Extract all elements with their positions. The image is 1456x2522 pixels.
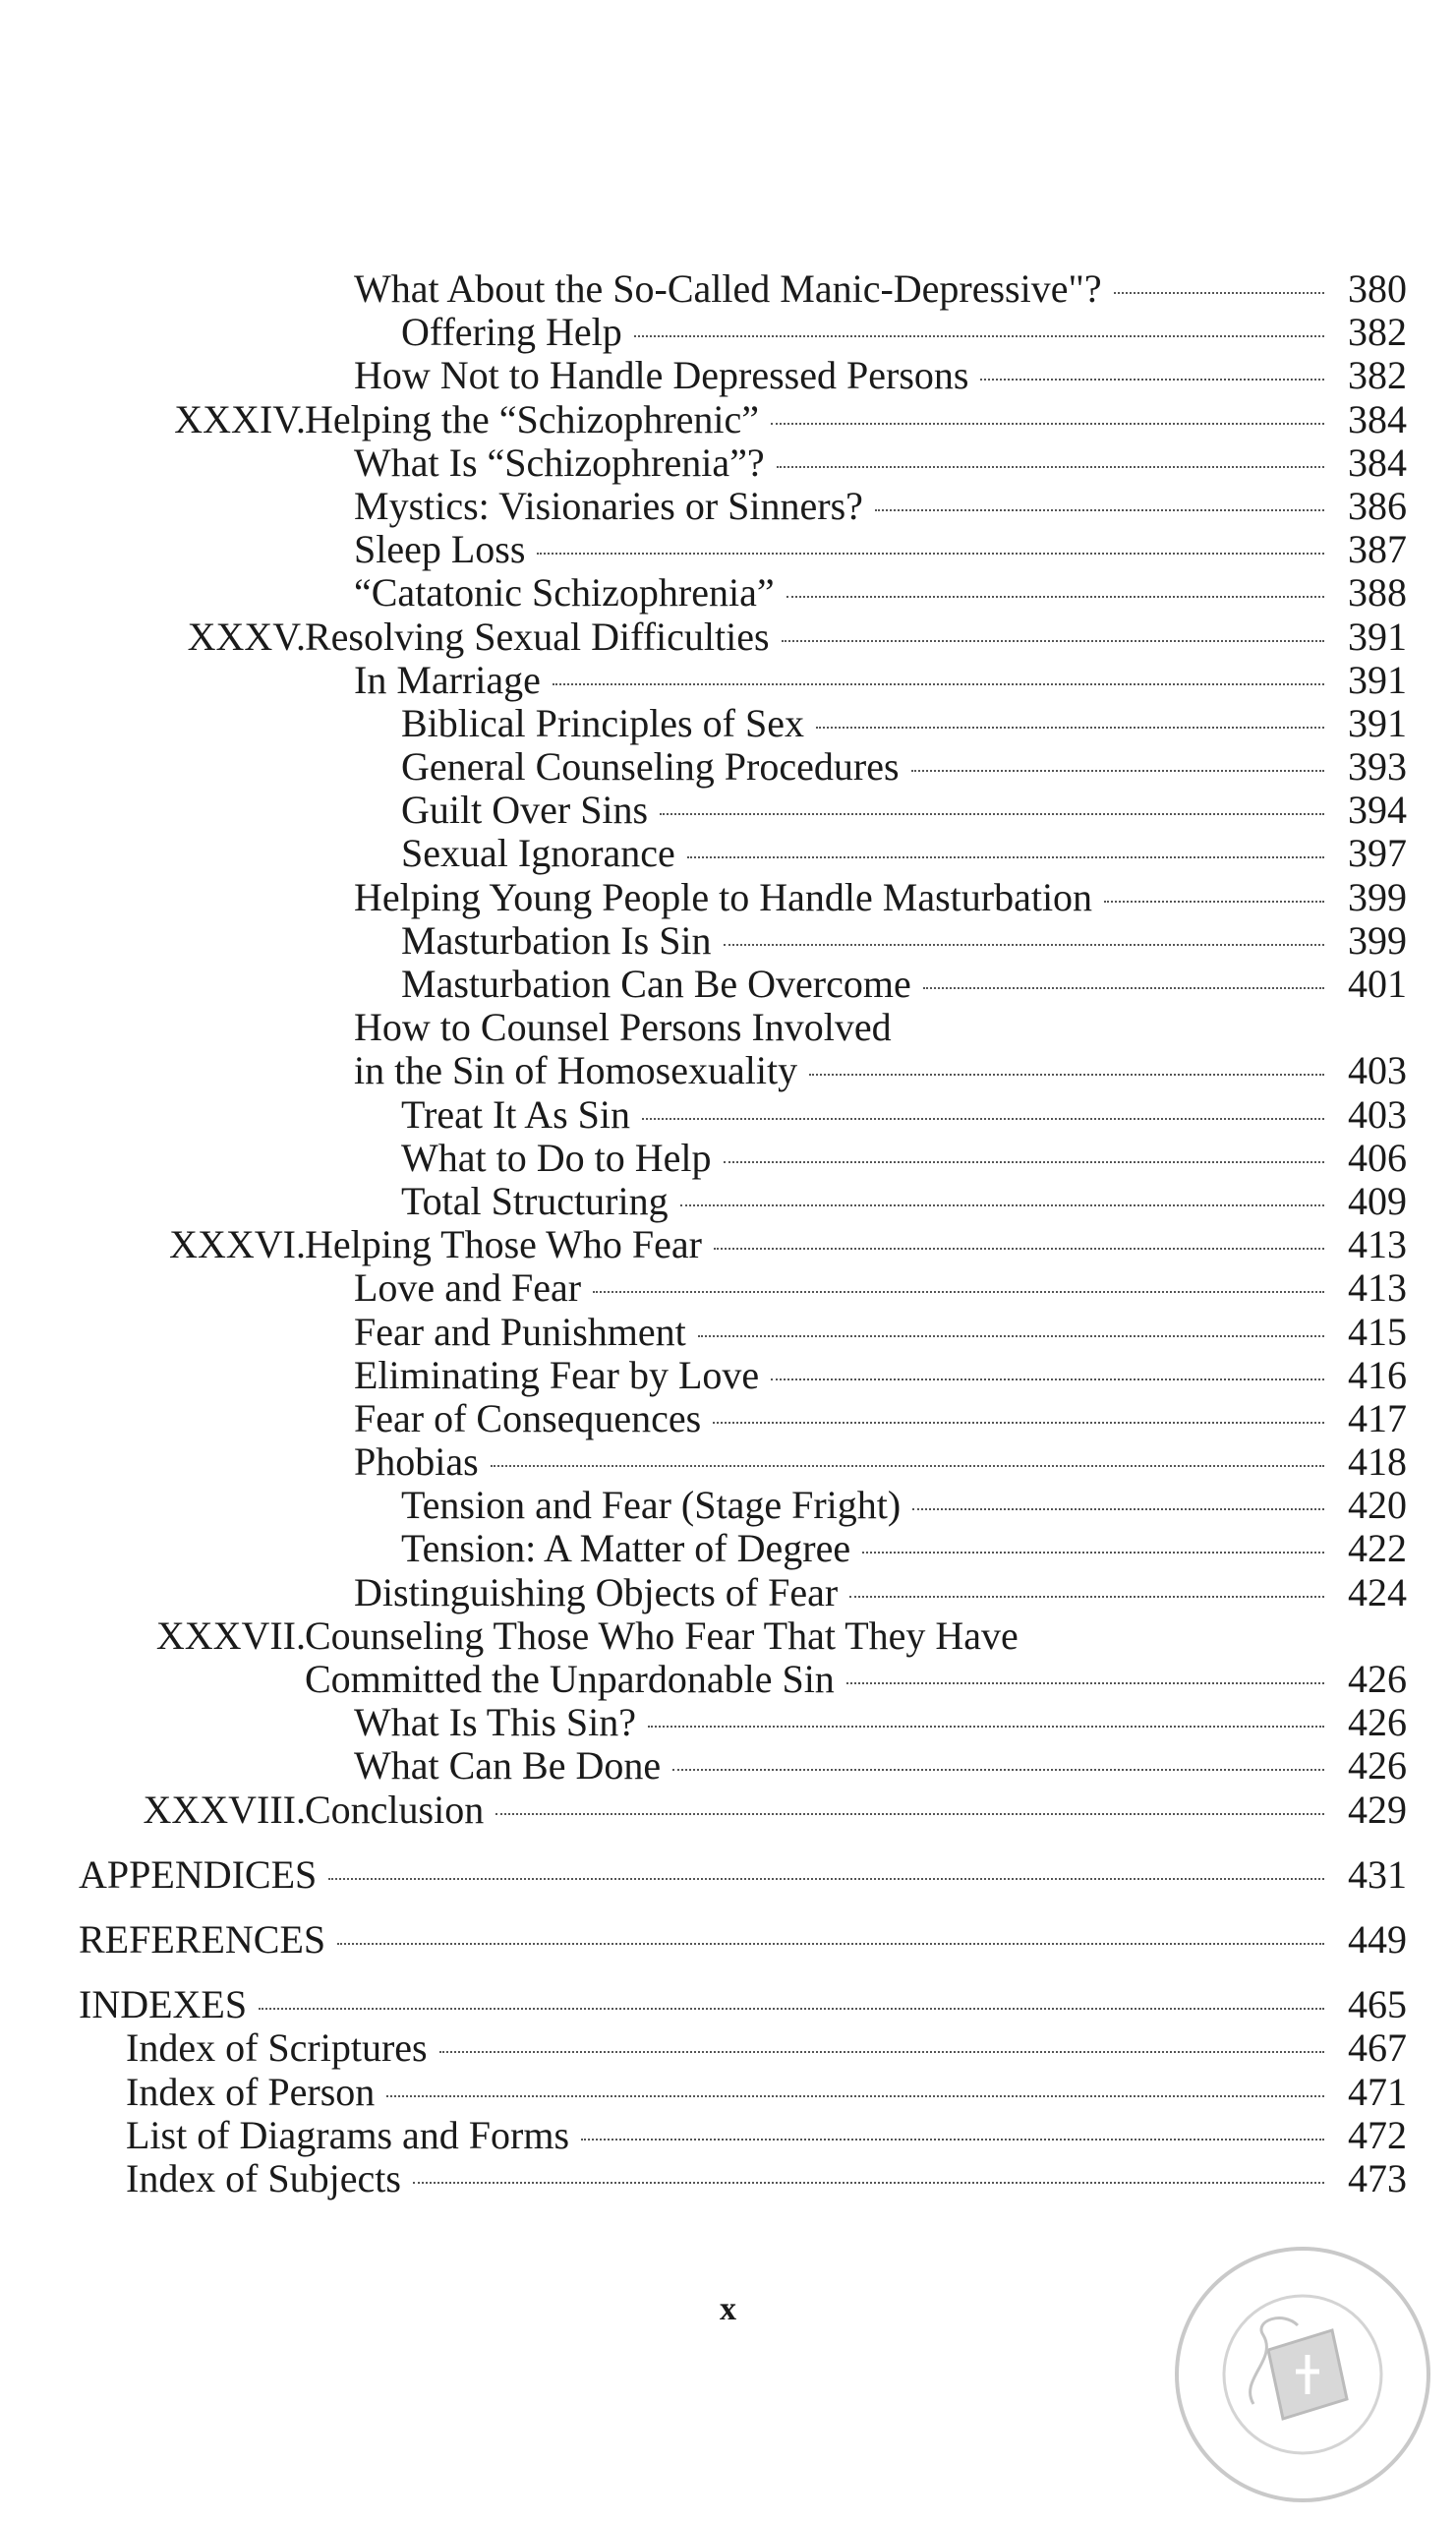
toc-entry-line bbox=[354, 267, 1407, 311]
toc-entry-line bbox=[305, 1614, 1407, 1658]
toc-page-number: 415 bbox=[1348, 1309, 1407, 1354]
toc-entry-line bbox=[401, 311, 1407, 354]
toc-entry-line bbox=[354, 354, 1407, 397]
toc-entry bbox=[0, 1789, 1456, 1832]
toc-entry bbox=[0, 1397, 1456, 1440]
dot-leader bbox=[537, 553, 1324, 555]
toc-entry-line bbox=[401, 1484, 1407, 1527]
toc-entry bbox=[0, 963, 1456, 1006]
toc-entry bbox=[0, 354, 1456, 397]
toc-entry bbox=[0, 1311, 1456, 1354]
toc-entry-line bbox=[354, 876, 1407, 919]
dot-leader bbox=[648, 1726, 1324, 1728]
toc-page-number: 403 bbox=[1348, 1048, 1407, 1093]
toc-title: Index of Person bbox=[126, 2069, 376, 2114]
dot-leader bbox=[809, 1074, 1324, 1076]
dot-leader bbox=[816, 727, 1324, 729]
toc-page-number: 394 bbox=[1348, 788, 1407, 833]
toc-page-number: 413 bbox=[1348, 1265, 1407, 1311]
toc-title: What Is “Schizophrenia”? bbox=[354, 440, 765, 485]
toc-title: APPENDICES bbox=[79, 1851, 318, 1897]
toc-entry-line bbox=[401, 702, 1407, 745]
toc-entry bbox=[0, 1571, 1456, 1614]
toc-entry-line bbox=[354, 441, 1407, 485]
dot-leader bbox=[680, 1204, 1324, 1206]
toc-page-number: 382 bbox=[1348, 353, 1407, 398]
toc-entry bbox=[0, 876, 1456, 919]
dot-leader bbox=[386, 2095, 1324, 2097]
dot-leader bbox=[413, 2182, 1324, 2184]
toc-page-number: 393 bbox=[1348, 744, 1407, 790]
toc-title: Love and Fear bbox=[354, 1265, 582, 1311]
toc-entry-line bbox=[401, 832, 1407, 875]
toc-title: Guilt Over Sins bbox=[401, 788, 649, 833]
toc-page-number: 399 bbox=[1348, 874, 1407, 919]
toc-entry-line bbox=[401, 1180, 1407, 1223]
toc-entry bbox=[0, 1614, 1456, 1658]
dot-leader bbox=[724, 944, 1324, 946]
dot-leader bbox=[491, 1465, 1324, 1467]
toc-title: Helping Those Who Fear bbox=[305, 1222, 703, 1267]
dot-leader bbox=[911, 770, 1324, 772]
dot-leader bbox=[593, 1291, 1324, 1293]
toc-entry bbox=[0, 616, 1456, 659]
toc-title: Sleep Loss bbox=[354, 527, 526, 572]
toc-entry bbox=[0, 1918, 1456, 1962]
toc-entry-line bbox=[354, 1571, 1407, 1614]
toc-title: “Catatonic Schizophrenia” bbox=[354, 570, 775, 616]
toc-page-number: 386 bbox=[1348, 483, 1407, 528]
dot-leader bbox=[912, 1508, 1324, 1510]
dot-leader bbox=[771, 1378, 1324, 1380]
dot-leader bbox=[846, 1682, 1324, 1684]
toc-page-number: 382 bbox=[1348, 310, 1407, 355]
toc-title: What to Do to Help bbox=[401, 1135, 712, 1180]
dot-leader bbox=[875, 509, 1324, 511]
dot-leader bbox=[980, 379, 1324, 381]
dot-leader bbox=[660, 813, 1324, 815]
toc-title: How Not to Handle Depressed Persons bbox=[354, 353, 969, 398]
dot-leader bbox=[337, 1943, 1324, 1945]
toc-entry-line bbox=[126, 2026, 1407, 2070]
toc-entry-line bbox=[354, 1049, 1407, 1092]
toc-entry bbox=[0, 1006, 1456, 1049]
toc-entry-line bbox=[79, 1918, 1407, 1962]
dot-leader bbox=[777, 466, 1324, 468]
toc-page-number: 416 bbox=[1348, 1352, 1407, 1397]
toc-title: Offering Help bbox=[401, 310, 622, 355]
toc-page-number: 409 bbox=[1348, 1178, 1407, 1223]
toc-entry bbox=[0, 1701, 1456, 1744]
toc-page-number: 391 bbox=[1348, 700, 1407, 745]
toc-title: Eliminating Fear by Love bbox=[354, 1352, 760, 1397]
toc-entry bbox=[0, 2157, 1456, 2200]
dot-leader bbox=[698, 1335, 1324, 1337]
toc-entry bbox=[0, 919, 1456, 963]
dot-leader bbox=[439, 2051, 1324, 2053]
toc-entry-line bbox=[79, 1853, 1407, 1897]
page-number: x bbox=[720, 2291, 736, 2327]
toc-entry bbox=[0, 485, 1456, 528]
toc-entry-line bbox=[401, 1093, 1407, 1137]
toc-entry-line bbox=[401, 919, 1407, 963]
toc-page-number: 387 bbox=[1348, 527, 1407, 572]
dot-leader bbox=[782, 640, 1324, 642]
toc-title: REFERENCES bbox=[79, 1916, 326, 1962]
toc-entry-line bbox=[305, 398, 1407, 441]
chapter-number: XXXIV. bbox=[174, 396, 306, 441]
toc-title: Tension and Fear (Stage Fright) bbox=[401, 1483, 902, 1528]
dot-leader bbox=[581, 2139, 1324, 2141]
toc-page-number: 471 bbox=[1348, 2069, 1407, 2114]
dot-leader bbox=[1114, 292, 1324, 294]
toc-page-number: 380 bbox=[1348, 266, 1407, 311]
toc-page-number: 388 bbox=[1348, 570, 1407, 616]
toc-entry bbox=[0, 745, 1456, 789]
toc-title: Masturbation Can Be Overcome bbox=[401, 962, 911, 1006]
toc-title: Fear and Punishment bbox=[354, 1309, 686, 1354]
toc-entry bbox=[0, 789, 1456, 832]
toc-page-number: 384 bbox=[1348, 440, 1407, 485]
dot-leader bbox=[672, 1769, 1324, 1771]
table-of-contents bbox=[0, 267, 1456, 2200]
toc-entry bbox=[0, 1440, 1456, 1484]
toc-title: Mystics: Visionaries or Sinners? bbox=[354, 483, 863, 528]
toc-title: INDEXES bbox=[79, 1982, 248, 2027]
toc-title: List of Diagrams and Forms bbox=[126, 2112, 570, 2157]
toc-entry bbox=[0, 267, 1456, 311]
toc-entry-line bbox=[354, 1440, 1407, 1484]
toc-entry-line bbox=[401, 963, 1407, 1006]
toc-page-number: 473 bbox=[1348, 2155, 1407, 2200]
toc-title: Total Structuring bbox=[401, 1178, 669, 1223]
toc-title: Resolving Sexual Difficulties bbox=[305, 614, 770, 659]
dot-leader bbox=[553, 683, 1324, 685]
toc-page-number: 391 bbox=[1348, 657, 1407, 702]
toc-entry-line bbox=[305, 616, 1407, 659]
toc-title: What About the So-Called Manic-Depressive"? bbox=[354, 266, 1102, 311]
toc-entry bbox=[0, 1853, 1456, 1897]
toc-entry-line bbox=[354, 528, 1407, 571]
toc-entry bbox=[0, 659, 1456, 702]
toc-entry bbox=[0, 571, 1456, 615]
toc-title: General Counseling Procedures bbox=[401, 744, 900, 790]
toc-entry-line bbox=[354, 1744, 1407, 1788]
toc-entry-line bbox=[401, 789, 1407, 832]
toc-entry bbox=[0, 1744, 1456, 1788]
dot-leader bbox=[923, 987, 1324, 989]
toc-title: Helping Young People to Handle Masturbation bbox=[354, 874, 1093, 919]
toc-title: Sexual Ignorance bbox=[401, 831, 675, 876]
toc-title: Counseling Those Who Fear That They Have bbox=[305, 1613, 1019, 1658]
toc-page-number: 401 bbox=[1348, 962, 1407, 1006]
toc-page-number: 424 bbox=[1348, 1569, 1407, 1614]
toc-page-number: 429 bbox=[1348, 1787, 1407, 1832]
toc-page-number: 426 bbox=[1348, 1743, 1407, 1789]
chapter-number: XXXVI. bbox=[169, 1222, 306, 1267]
chapter-number: XXXVII. bbox=[155, 1613, 306, 1658]
toc-entry-line bbox=[401, 745, 1407, 789]
toc-page-number: 413 bbox=[1348, 1222, 1407, 1267]
toc-page-number: 391 bbox=[1348, 614, 1407, 659]
toc-title: Index of Subjects bbox=[126, 2155, 401, 2200]
toc-title: Distinguishing Objects of Fear bbox=[354, 1569, 839, 1614]
toc-entry bbox=[0, 2026, 1456, 2070]
toc-entry-line bbox=[354, 659, 1407, 702]
toc-title: Tension: A Matter of Degree bbox=[401, 1526, 851, 1571]
chapter-number: XXXV. bbox=[187, 614, 306, 659]
toc-entry bbox=[0, 1049, 1456, 1092]
dot-leader bbox=[724, 1161, 1325, 1163]
toc-page-number: 417 bbox=[1348, 1395, 1407, 1440]
toc-title: Phobias bbox=[354, 1439, 479, 1485]
toc-page-number: 384 bbox=[1348, 396, 1407, 441]
toc-entry bbox=[0, 1527, 1456, 1570]
toc-page-number: 449 bbox=[1348, 1916, 1407, 1962]
dot-leader bbox=[1104, 901, 1324, 903]
toc-entry-line bbox=[401, 1137, 1407, 1180]
dot-leader bbox=[714, 1248, 1324, 1250]
toc-entry-line bbox=[126, 2157, 1407, 2200]
toc-entry bbox=[0, 1180, 1456, 1223]
toc-page-number: 397 bbox=[1348, 831, 1407, 876]
toc-page-number: 426 bbox=[1348, 1700, 1407, 1745]
toc-entry bbox=[0, 1484, 1456, 1527]
toc-title: Biblical Principles of Sex bbox=[401, 700, 804, 745]
toc-title: What Can Be Done bbox=[354, 1743, 662, 1789]
toc-page-number: 467 bbox=[1348, 2025, 1407, 2071]
toc-entry bbox=[0, 2071, 1456, 2114]
toc-title: in the Sin of Homosexuality bbox=[354, 1048, 798, 1093]
dot-leader bbox=[687, 856, 1324, 858]
toc-page-number: 422 bbox=[1348, 1526, 1407, 1571]
toc-page-number: 431 bbox=[1348, 1851, 1407, 1897]
dot-leader bbox=[495, 1813, 1324, 1815]
dot-leader bbox=[771, 423, 1324, 425]
toc-page-number: 418 bbox=[1348, 1439, 1407, 1485]
toc-entry bbox=[0, 1223, 1456, 1266]
dot-leader bbox=[259, 2008, 1324, 2010]
toc-entry bbox=[0, 1137, 1456, 1180]
toc-entry bbox=[0, 441, 1456, 485]
toc-entry-line bbox=[354, 485, 1407, 528]
toc-entry-line bbox=[305, 1223, 1407, 1266]
toc-page-number: 406 bbox=[1348, 1135, 1407, 1180]
toc-entry bbox=[0, 1354, 1456, 1397]
chapter-number: XXXVIII. bbox=[143, 1787, 306, 1832]
toc-entry-line bbox=[354, 1701, 1407, 1744]
dot-leader bbox=[713, 1422, 1324, 1424]
toc-entry-line bbox=[79, 1983, 1407, 2026]
toc-title: Helping the “Schizophrenic” bbox=[305, 396, 760, 441]
toc-entry-line bbox=[126, 2071, 1407, 2114]
toc-entry-line bbox=[354, 1397, 1407, 1440]
toc-entry bbox=[0, 1093, 1456, 1137]
toc-entry-line bbox=[126, 2114, 1407, 2157]
toc-entry bbox=[0, 1983, 1456, 2026]
dot-leader bbox=[642, 1118, 1324, 1120]
toc-entry-line bbox=[354, 1006, 1407, 1049]
toc-entry bbox=[0, 832, 1456, 875]
toc-entry bbox=[0, 528, 1456, 571]
toc-title: How to Counsel Persons Involved bbox=[354, 1005, 892, 1050]
toc-title: Index of Scriptures bbox=[126, 2025, 428, 2071]
dot-leader bbox=[634, 335, 1324, 337]
toc-title: Treat It As Sin bbox=[401, 1091, 631, 1137]
toc-page-number: 426 bbox=[1348, 1657, 1407, 1701]
dot-leader bbox=[328, 1878, 1324, 1880]
toc-entry-line bbox=[354, 1311, 1407, 1354]
toc-entry bbox=[0, 1266, 1456, 1310]
toc-entry-line bbox=[354, 1354, 1407, 1397]
toc-page-number: 399 bbox=[1348, 917, 1407, 963]
toc-page-number: 472 bbox=[1348, 2112, 1407, 2157]
toc-title: Masturbation Is Sin bbox=[401, 917, 712, 963]
toc-page-number: 420 bbox=[1348, 1483, 1407, 1528]
dot-leader bbox=[862, 1552, 1324, 1554]
toc-entry bbox=[0, 1658, 1456, 1701]
toc-title: Committed the Unpardonable Sin bbox=[305, 1657, 835, 1701]
watermark-stamp bbox=[1160, 2232, 1445, 2517]
toc-entry bbox=[0, 398, 1456, 441]
toc-page-number: 403 bbox=[1348, 1091, 1407, 1137]
toc-title: Conclusion bbox=[305, 1787, 485, 1832]
toc-entry-line bbox=[305, 1789, 1407, 1832]
stamp-icon bbox=[1160, 2232, 1445, 2517]
toc-title: What Is This Sin? bbox=[354, 1700, 637, 1745]
toc-entry bbox=[0, 2114, 1456, 2157]
toc-entry-line bbox=[401, 1527, 1407, 1570]
toc-page-number: 465 bbox=[1348, 1982, 1407, 2027]
dot-leader bbox=[786, 596, 1324, 598]
toc-entry bbox=[0, 311, 1456, 354]
toc-entry bbox=[0, 702, 1456, 745]
toc-entry-line bbox=[354, 571, 1407, 615]
toc-entry-line bbox=[305, 1658, 1407, 1701]
toc-title: In Marriage bbox=[354, 657, 541, 702]
toc-entry-line bbox=[354, 1266, 1407, 1310]
toc-title: Fear of Consequences bbox=[354, 1395, 702, 1440]
dot-leader bbox=[849, 1596, 1324, 1598]
